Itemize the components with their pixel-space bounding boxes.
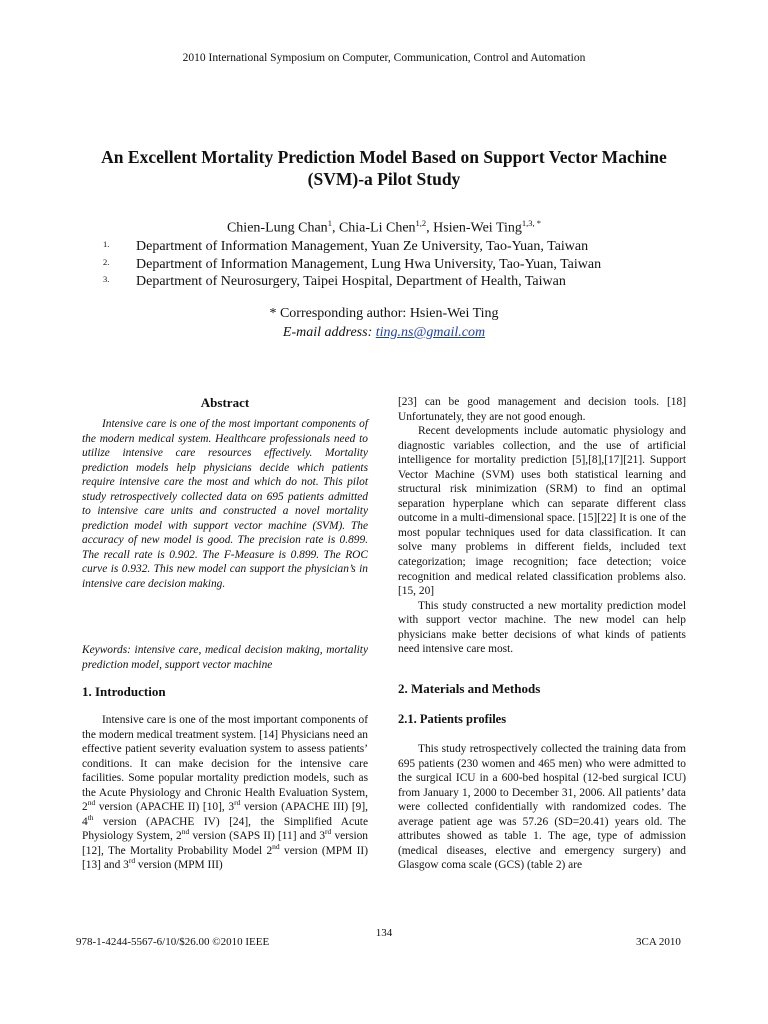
paragraph: Recent developments include automatic physiology and diagnostic variables collection, and the use of artificial intelligence for mortality prediction [5],[8],[17][21]. Support Vector Machine (SVM) uses both statistical learning and structural risk minimization (SRM) to find an optimal separation hyperplane which can separate different class outcome in a multi-dimensional space. [15][22] It is one of the most popular techniques used for data classification. It can solve many problems in different fields, included text categorization; image recognition; face detection; voice recognition and medical related classification problems also. [15, 20] [398, 425, 686, 598]
title-line-1: An Excellent Mortality Prediction Model Based on Support Vector Machine [101, 147, 667, 167]
author-affiliation-marker: 1,2 [415, 218, 427, 228]
author-affiliation-marker: 1 [327, 218, 332, 228]
author-name: Hsien-Wei Ting [433, 220, 522, 236]
introduction-body: Intensive care is one of the most important components of the modern medical treatment system. [14] Physicians need an effective patient severity evaluation system to assess patients’ conditions. It can make decision for the intensive care facilities. Some popular mortality prediction models, such as the Acute Physiology and Chronic Health Evaluation System, 2nd version (APACHE II) [10], 3rd version (APACHE III) [9], 4th version (APACHE IV) [24], the Simplified Acute Physiology System, 2nd version (SAPS II) [11] and 3rd version [12], The Mortality Probability Model 2nd version (MPM II) [13] and 3rd version (MPM III) [82, 714, 369, 872]
conference-header: 2010 International Symposium on Computer, Communication, Control and Automation [182, 52, 586, 64]
affiliation: 3. Department of Neurosurgery, Taipei Hospital, Department of Health, Taiwan [103, 274, 566, 289]
paper-title [60, 146, 708, 190]
email-label: E-mail address: [282, 325, 373, 340]
affiliation: 2. Department of Information Management, Lung Hwa University, Tao-Yuan, Taiwan [103, 257, 602, 272]
affiliation: 1. Department of Information Management, Yuan Ze University, Tao-Yuan, Taiwan [103, 239, 589, 254]
paragraph: [23] can be good management and decision tools. [18] Unfortunately, they are not good enough. [398, 396, 686, 423]
patients-profiles-body: This study retrospectively collected the training data from 695 patients (230 women and 465 men) who were admitted to the surgical ICU in a 600-bed hospital (12-bed surgical ICU) from January 1, 2000 to December 31, 2006. All patients’ data were collected confidentially with randomized codes. The average patient age was 57.26 (SD=20.41) years old. The attributes showed as table 1. The age, type of admission (medical diseases, elective and emergency surgery) and Glasgow coma scale (GCS) (table 2) are [398, 743, 686, 872]
footer-code: 3CA 2010 [636, 936, 681, 948]
right-column-text [398, 395, 686, 657]
author-affiliation-marker: 1,3, * [521, 218, 542, 228]
keywords: Keywords: intensive care, medical decision making, mortality prediction model, support vector machine [82, 644, 368, 671]
author-name: Chien-Lung Chan [226, 220, 328, 236]
email-link[interactable]: ting.ns@gmail.com [375, 325, 486, 340]
abstract-body: Intensive care is one of the most important components of the modern medical system. Healthcare professionals need to utilize intensive care resources effectively. Mortality prediction models help physicians decide which patients require intensive care the most and which do not. This pilot study retrospectively collected data on 695 patients admitted to intensive care units and constructed a novel mortality prediction model with support vector machine (SVM). The accuracy of new model is good. The precision rate is 0.899. The recall rate is 0.902. The F-Measure is 0.899. The ROC curve is 0.932. This new model can support the physician’s in intensive care decision making. [82, 418, 368, 591]
title-line-2: (SVM)-a Pilot Study [307, 169, 461, 189]
section-heading-introduction: 1. Introduction [82, 684, 166, 699]
page-number: 134 [375, 927, 393, 939]
footer-isbn: 978-1-4244-5567-6/10/$26.00 ©2010 IEEE [76, 936, 270, 948]
email-line [0, 325, 768, 341]
corresponding-author: * Corresponding author: Hsien-Wei Ting [269, 306, 499, 321]
abstract-heading: Abstract [200, 395, 250, 410]
author-name: Chia-Li Chen [338, 220, 416, 236]
section-heading-materials-methods: 2. Materials and Methods [398, 681, 541, 696]
author-list: Chien-Lung Chan$^1$, Chia-Li Chen$^{1,2}$, Hsien-Wei Ting$^{1,3, *}$ [226, 218, 542, 236]
paragraph: This study constructed a new mortality prediction model with support vector machine. The new model can help physicians make better decisions of what kinds of patients need intensive care most. [398, 599, 686, 656]
subsection-heading-patients-profiles: 2.1. Patients profiles [398, 712, 507, 726]
